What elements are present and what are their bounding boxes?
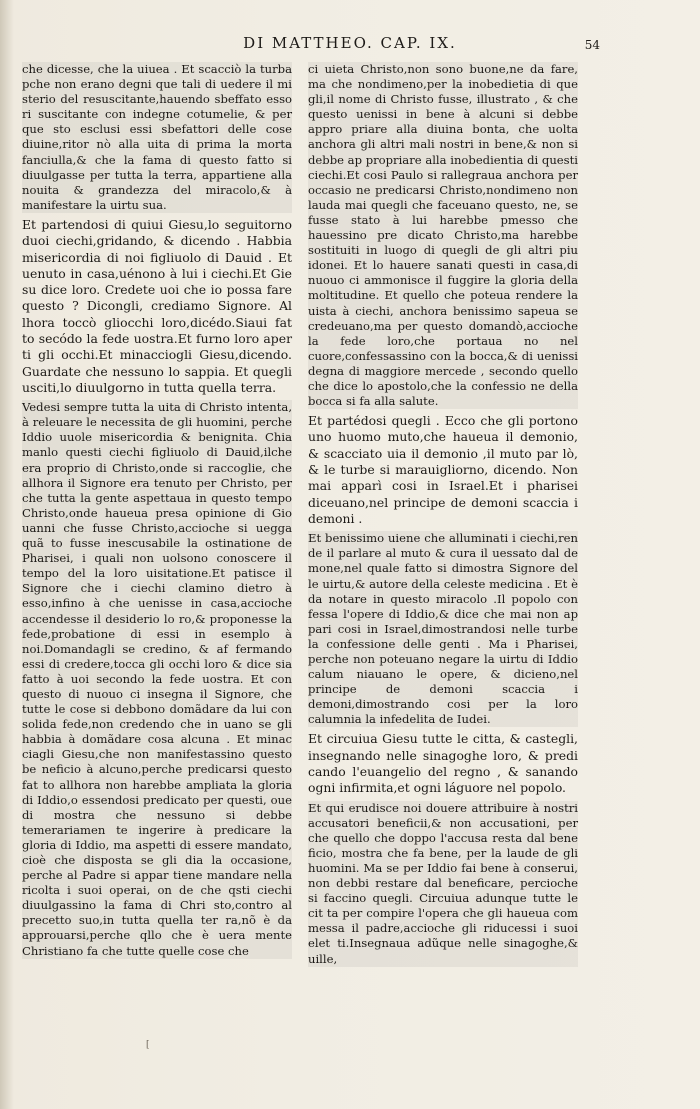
footer-mark: [: [146, 1040, 150, 1050]
running-title: DI MATTHEO. CAP. IX.: [243, 34, 457, 52]
gospel-text-paragraph: Et partédosi quegli . Ecco che gli portono uno huomo muto,che haueua il demonio, & scacciato uia il demonio ,il muto par lò, & le turbe si marauigliorno, dicendo. Non mai apparì cosi in Israel.Et i pharisei diceuano,nel principe de demoni scaccia i demoni .: [308, 413, 578, 526]
left-column: [22, 62, 292, 963]
commentary-paragraph: Et qui erudisce noi douere attribuire à nostri accusatori beneficii,& non accusationi, per che quello che doppo l'accusa resta dal bene ficio, mostra che fa bene, per la laude de gli huomini. Ma se per Iddio fai bene à conserui, non debbi restare dal beneficare, percioche si faccino quegli. Circuiua adunque tutte le cit ta per compire l'opera che gli haueua com messa il padre,accioche gli riducessi i suoi elet ti.Insegnaua adũque nelle sinagoghe,& uille,: [308, 800, 578, 966]
gospel-text-paragraph: Et circuiua Giesu tutte le citta, & castegli, insegnando nelle sinagoghe loro, & predi cando l'euangelio del regno , & sanando ogni infirmita,et ogni láguore nel popolo.: [308, 731, 578, 796]
commentary-paragraph: Et benissimo uiene che alluminati i ciechi,ren de il parlare al muto & cura il uessato dal de mone,nel quale fatto si dimostra Signore del le uirtu,& autore della celeste medicina . Et è da notare in questo miracolo .Il popolo con fessa l'opere di Iddio,& dice che mai non ap pari cosi in Israel,dimostrandosi nelle turbe la confessione delle genti . Ma i Pharisei, perche non poteuano negare la uirtu di Iddio calum niauano le opere, & dicieno,nel principe de demoni scaccia i demoni,dimostrando cosi per la loro calumnia la infedelita de Iudei.: [308, 531, 578, 727]
gutter-shadow: [0, 0, 14, 1109]
commentary-paragraph: ci uieta Christo,non sono buone,ne da fare, ma che nondimeno,per la inobedietia di que gli,il nome di Christo fusse, illustrato , & che questo uenissi in bene à alcuni si debbe appro priare alla diuina bonta, che uolta anchora gli altri mali nostri in bene,& non si debbe ap propriare alla inobedientia di questi ciechi.Et cosi Paulo si rallegraua anchora per occasio ne predicarsi Christo,nondimeno non lauda mai quegli che faceuano questo, ne, se fusse stato à lui harebbe pmesso che hauessino pre dicato Christo,ma harebbe sostituiti in luogo di quegli de gli altri piu idonei. Et lo hauere sanati questi in casa,di nuouo ci ammonisce il fuggire la gloria della moltitudine. Et quello che poteua rendere la uista à ciechi, anchora benissimo sapeua se credeuano,ma per questo domandò,accioche la fede loro,che portaua no nel cuore,confessassino con la bocca,& di uenissi degna di maggiore mercede , secondo quello che dice lo apostolo,che la confessio ne della bocca si fa alla salute.: [308, 62, 578, 409]
right-column: [308, 62, 578, 971]
folio-number: 54: [584, 38, 600, 52]
commentary-paragraph: Vedesi sempre tutta la uita di Christo intenta, à releuare le necessita de gli huomini, perche Iddio uuole misericordia & benignita. Chia manlo questi ciechi figliuolo di Dauid,ilche era proprio di Christo,onde si raccoglie, che allhora il Signore era tenuto per Christo, per che tutta la gente aspettaua in questo tempo Christo,onde haueua presa opinione di Gio uanni che fusse Christo,accioche si uegga quã to fusse inescusabile la ostinatione de Pharisei, i quali non uolsono conoscere il tempo del la loro uisitatione.Et patisce il Signore che i ciechi clamino dietro à esso,infino à che uenisse in casa,accioche accendesse il desiderio lo ro,& proponesse la fede,probatione di essi in esemplo à noi.Domandagli se credino, & af fermando essi di credere,tocca gli occhi loro & dice sia fatto à uoi secondo la fede uostra. Et con questo di nuouo ci insegna il Signore, che tutte le cose si debbono domãdare da lui con solida fede,non credendo che in uano se gli habbia à domãdare cosa alcuna . Et minac ciagli Giesu,che non manifestassino questo be neficio à alcuno,perche predicarsi questo fat to allhora non harebbe ampliata la gloria di Iddio,o essendosi predicato per questi, oue di mostra che nessuno si debbe temerariamen te ingerire à predicare la gloria di Iddio, ma aspetti di essere mandato, cioè che disposta se gli dia la occasione, perche al Padre si appar tiene mandare nella ricolta i suoi operai, on de che qsti ciechi diuulgassino la fama di Chri sto,contro al precetto suo,in tutta quella ter ra,nõ è da approuarsi,perche qllo che è uera mente Christiano fa che tutte quelle cose che: [22, 400, 292, 958]
commentary-paragraph: che dicesse, che la uiuea . Et scacciò la turba pche non erano degni que tali di uedere il mi sterio del resuscitante,hauendo sbeffato esso ri suscitante con indegne cotumelie, & per que sto esclusi essi sbefattori delle cose diuine,ritor nò alla uita di prima la morta fanciulla,& che la fama di questo fatto si diuulgasse per tutta la terra, appartiene alla nouita & grandezza del miracolo,& à manifestare la uirtu sua.: [22, 62, 292, 212]
gospel-text-paragraph: Et partendosi di quiui Giesu,lo seguitorno duoi ciechi,gridando, & dicendo . Habbia misericordia di noi figliuolo di Dauid . Et uenuto in casa,uénono à lui i ciechi.Et Gie su dice loro. Credete uoi che io possa fare questo ? Dicongli, crediamo Signore. Al lhora toccò gliocchi loro,dicédo.Siaui fat to secódo la fede uostra.Et furno loro aper ti gli occhi.Et minacciogli Giesu,dicendo. Guardate che nessuno lo sappia. Et quegli usciti,lo diuulgorno in tutta quella terra.: [22, 216, 292, 395]
